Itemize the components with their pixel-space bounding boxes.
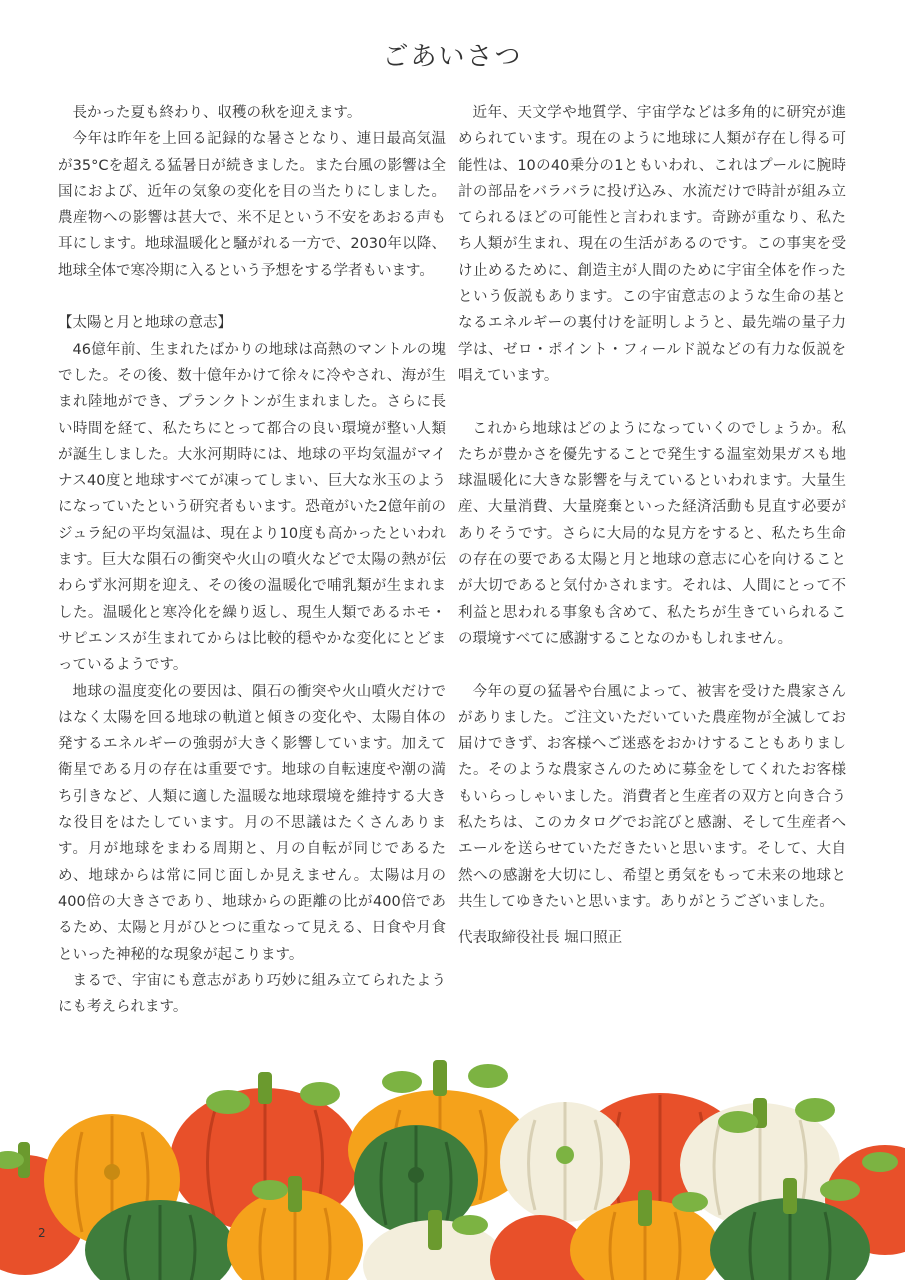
paragraph: まるで、宇宙にも意志があり巧妙に組み立てられたようにも考えられます。	[58, 972, 446, 1016]
page-number: 2	[38, 1226, 46, 1240]
paragraph: 今年の夏の猛暑や台風によって、被害を受けた農家さんがありました。ご注文いただいていた農産物が全滅してお届けできず、お客様へご迷惑をおかけすることもありました。そのような農家さんのために募金をしてくれたお客様もいらっしゃいました。消費者と生産者の双方と向き合う私たちは、このカタログでお詫びと感謝、そして生産者へエールを送らせていただきたいと思います。そして、大自然への感謝を大切にし、希望と勇気をもって未来の地球と共生してゆきたいと思います。ありがとうございました。	[458, 683, 846, 910]
signature: 代表取締役社長 堀口照正	[458, 930, 623, 947]
paragraph: 地球の温度変化の要因は、隕石の衝突や火山噴火だけではなく太陽を回る地球の軌道と傾きの変化や、太陽自体の発するエネルギーの強弱が大きく影響しています。加えて衛星である月の存在は重要です。地球の自転速度や潮の満ち引きなど、人類に適した温暖な地球環境を維持する大きな役目をはたしています。月の不思議はたくさんあります。月が地球をまわる周期と、月の自転が同じであるため、地球からは常に同じ面しか見えません。太陽は月の400倍の大きさであり、地球からの距離の比が400倍であるため、太陽と月がひとつに重なって見える、日食や月食といった神秘的な現象が起こります。	[58, 683, 446, 963]
section-heading: 【太陽と月と地球の意志】	[58, 315, 232, 332]
paragraph: 近年、天文学や地質学、宇宙学などは多角的に研究が進められています。現在のように地球に人類が存在し得る可能性は、10の40乗分の1ともいわれ、これはプールに腕時計の部品をバラバラに投げ込み、水流だけで時計が組み立てられるほどの可能性と言われます。奇跡が重なり、私たち人類が生まれ、現在の生活があるのです。この事実を受け止めるために、創造主が人間のために宇宙全体を作ったという仮説もあります。この宇宙意志のような生命の基となるエネルギーの裏付けを証明しようと、最先端の量子力学は、ゼロ・ポイント・フィールド説などの有力な仮説を唱えています。	[458, 105, 846, 384]
pumpkin-icon	[500, 1102, 630, 1222]
page-title: ごあいさつ	[382, 42, 523, 72]
left-column	[58, 100, 446, 1020]
right-column	[458, 100, 846, 952]
paragraph: 46億年前、生まれたばかりの地球は高熱のマントルの塊でした。その後、数十億年かけて徐々に冷やされ、海が生まれ陸地ができ、プランクトンが生まれました。さらに長い時間を経て、私たちにとって都合の良い環境が整い人類が誕生しました。大氷河期時には、地球の平均気温がマイナス40度と地球すべてが凍ってしまい、巨大な氷玉のようになっていたという研究者もいます。恐竜がいた2億年前のジュラ紀の平均気温は、現在より10度も高かったといわれます。巨大な隕石の衝突や火山の噴火などで太陽の熱が伝わらず氷河期を迎え、その後の温暖化で哺乳類が生まれました。温暖化と寒冷化を繰り返し、現生人類であるホモ・サピエンスが生まれてからは比較的穏やかな変化にとどまっているようです。	[58, 341, 446, 674]
paragraph: 今年は昨年を上回る記録的な暑さとなり、連日最高気温が35°Cを超える猛暑日が続きました。また台風の影響は全国におよび、近年の気象の変化を目の当たりにしました。農産物への影響は甚大で、米不足という不安をあおる声も耳にします。地球温暖化と騒がれる一方で、2030年以降、地球全体で寒冷期に入るという予想をする学者もいます。	[58, 131, 446, 279]
paragraph: これから地球はどのようになっていくのでしょうか。私たちが豊かさを優先することで発生する温室効果ガスも地球温暖化に大きな影響を与えているといわれます。大量生産、大量消費、大量廃棄といった経済活動も見直す必要がありそうです。さらに大局的な見方をすると、私たち生命の存在の要である太陽と月と地球の意志に心を向けることが大切であると気付かされます。それは、人間にとって不利益と思われる事象も含めて、私たちが生きていられるこの環境すべてに感謝することなのかもしれません。	[458, 420, 846, 647]
paragraph: 長かった夏も終わり、収穫の秋を迎えます。	[72, 105, 362, 121]
pumpkin-border-illustration	[0, 1050, 905, 1280]
